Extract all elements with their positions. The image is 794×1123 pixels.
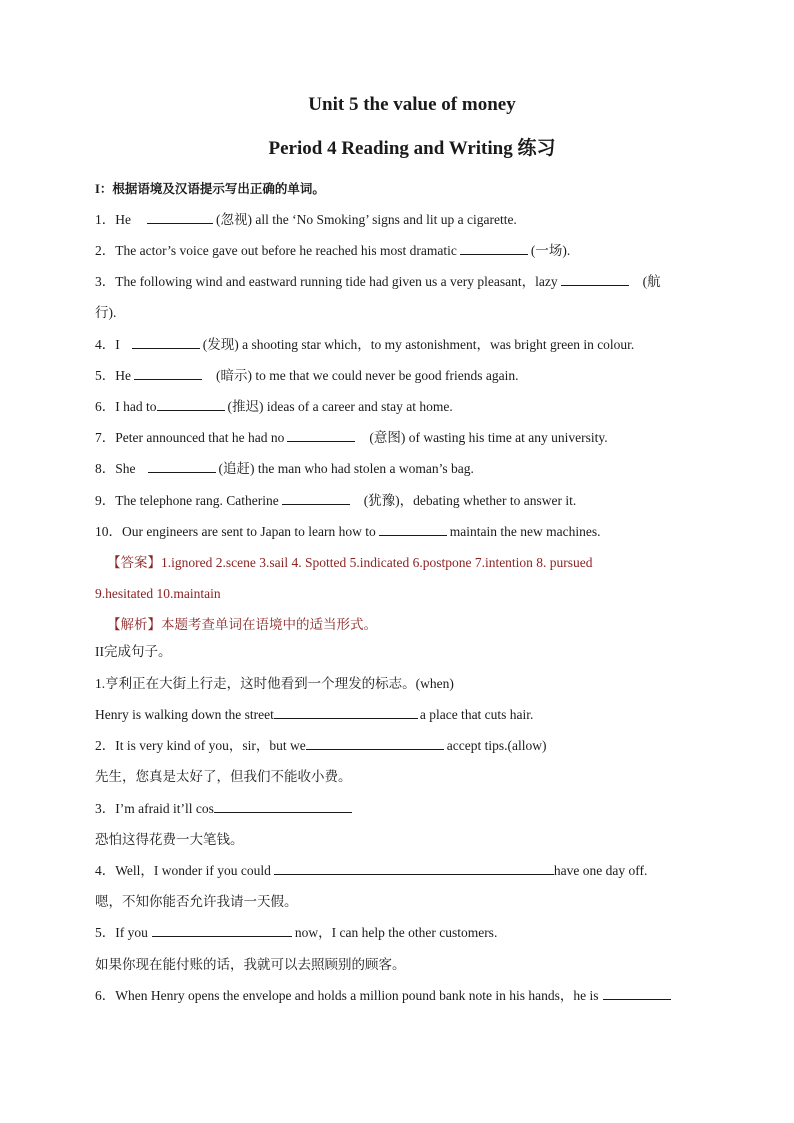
sentence-4-chinese: 嗯，不知你能否允许我请一天假。	[95, 894, 298, 909]
analysis-line: 【解析】本题考查单词在语境中的适当形式。	[107, 617, 377, 632]
page-title: Unit 5 the value of money	[308, 94, 516, 115]
exercise-item-1: 1．He (忽视) all the ‘No Smoking’ signs and lit up a cigarette.	[95, 212, 517, 227]
answer-blank	[147, 211, 213, 224]
exercise-item-7: 7．Peter announced that he had no (意图) of wasting his time at any university.	[95, 430, 608, 445]
sentence-5-chinese: 如果你现在能付账的话，我就可以去照顾别的顾客。	[95, 957, 406, 972]
exercise-item-10: 10．Our engineers are sent to Japan to learn how to maintain the new machines.	[95, 524, 601, 539]
sentence-1-english: Henry is walking down the street a place that cuts hair.	[95, 707, 534, 722]
exercise-item-3-cont: 行).	[95, 305, 117, 320]
answer-blank	[274, 706, 418, 719]
exercise-item-9: 9．The telephone rang. Catherine (犹豫)，debating whether to answer it.	[95, 493, 577, 508]
exercise-item-3: 3．The following wind and eastward running tide had given us a very pleasant，lazy (航	[95, 274, 661, 289]
answer-blank	[603, 987, 671, 1000]
section1-heading: I：根据语境及汉语提示写出正确的单词。	[95, 182, 325, 196]
answer-blank	[379, 523, 447, 536]
answer-blank	[460, 242, 528, 255]
page-subtitle: Period 4 Reading and Writing 练习	[268, 138, 556, 159]
sentence-3-english: 3．I’m afraid it’ll cos	[95, 800, 352, 818]
answer-blank	[148, 460, 216, 473]
answer-blank	[134, 367, 202, 380]
answer-blank	[287, 429, 355, 442]
answer-blank	[214, 800, 352, 813]
answer-blank	[306, 737, 444, 750]
sentence-5-english: 5．If you now，I can help the other customers.	[95, 925, 498, 940]
answer-blank	[152, 924, 292, 937]
answer-line: 【答案】1.ignored 2.scene 3.sail 4. Spotted 5.indicated 6.postpone 7.intention 8. pursued	[107, 555, 593, 570]
sentence-4-english: 4．Well，I wonder if you could have one day off.	[95, 863, 648, 878]
sentence-1-chinese: 1.亨利正在大街上行走，这时他看到一个理发的标志。(when)	[95, 676, 454, 691]
answer-blank	[132, 336, 200, 349]
answer-blank	[274, 862, 554, 875]
exercise-item-4: 4．I (发现) a shooting star which，to my astonishment，was bright green in colour.	[95, 337, 635, 352]
sentence-2-english: 2．It is very kind of you，sir，but we accept tips.(allow)	[95, 738, 547, 753]
answer-line-cont: 9.hesitated 10.maintain	[95, 586, 221, 601]
answer-blank	[282, 492, 350, 505]
answer-blank	[157, 398, 225, 411]
exercise-item-6: 6．I had to (推迟) ideas of a career and stay at home.	[95, 399, 453, 414]
sentence-3-chinese: 恐怕这得花费一大笔钱。	[95, 832, 244, 847]
answer-blank	[561, 273, 629, 286]
exercise-item-5: 5．He (暗示) to me that we could never be good friends again.	[95, 368, 519, 383]
exercise-item-8: 8．She (追赶) the man who had stolen a woman’s bag.	[95, 461, 474, 476]
sentence-2-chinese: 先生，您真是太好了，但我们不能收小费。	[95, 769, 352, 784]
exercise-item-2: 2．The actor’s voice gave out before he reached his most dramatic (一场).	[95, 243, 571, 258]
sentence-6-english: 6．When Henry opens the envelope and holds a million pound bank note in his hands，he is	[95, 987, 671, 1005]
section2-heading: II完成句子。	[95, 644, 172, 659]
